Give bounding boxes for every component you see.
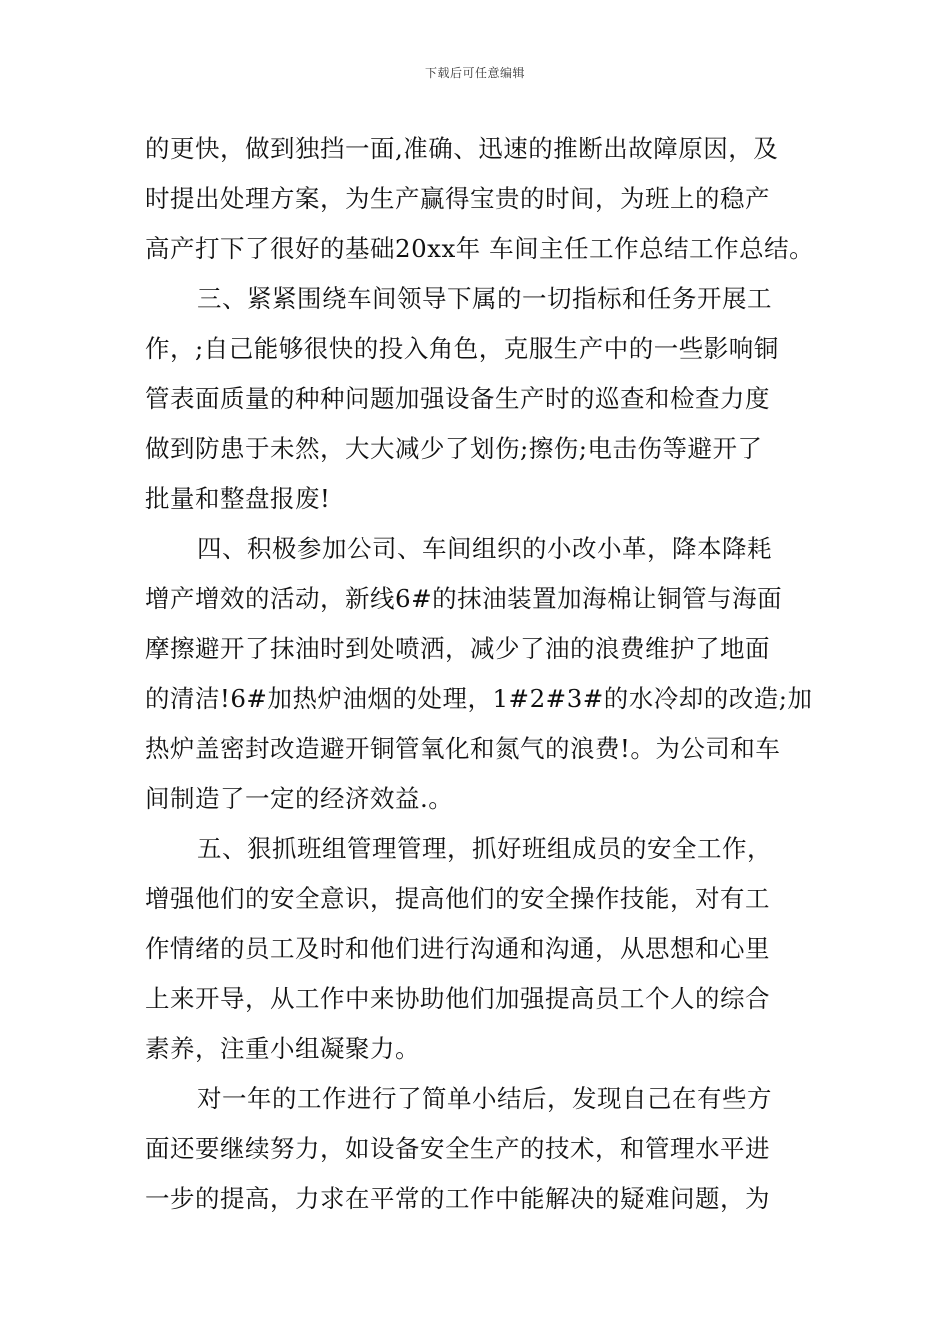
document-body (145, 124, 815, 1224)
text-line: 上来开导，从工作中来协助他们加强提高员工个人的综合 (145, 984, 770, 1013)
text-line: 做到防患于未然，大大减少了划伤;擦伤;电击伤等避开了 (145, 434, 763, 463)
text-line: 对一年的工作进行了简单小结后，发现自己在有些方 (197, 1084, 772, 1113)
text-line: 热炉盖密封改造避开铜管氧化和氮气的浪费!。为公司和车 (145, 734, 781, 763)
text-line: 面还要继续努力，如设备安全生产的技术，和管理水平进 (145, 1134, 770, 1163)
text-line: 一步的提高，力求在平常的工作中能解决的疑难问题，为 (145, 1184, 770, 1213)
text-line: 时提出处理方案，为生产赢得宝贵的时间，为班上的稳产 (145, 184, 770, 213)
text-line: 五、狠抓班组管理管理，抓好班组成员的安全工作， (197, 834, 772, 863)
text-line: 的清洁!6#加热炉油烟的处理，1#2#3#的水冷却的改造;加 (145, 684, 813, 713)
page-header: 下载后可任意编辑 (424, 66, 525, 80)
text-line: 作，;自己能够很快的投入角色，克服生产中的一些影响铜 (145, 334, 779, 363)
text-line: 四、积极参加公司、车间组织的小改小革，降本降耗 (197, 534, 772, 563)
text-line: 的更快，做到独挡一面,准确、迅速的推断出故障原因，及 (145, 134, 779, 163)
text-line: 管表面质量的种种问题加强设备生产时的巡查和检查力度 (145, 384, 770, 413)
text-line: 间制造了一定的经济效益.。 (145, 784, 454, 813)
text-line: 三、紧紧围绕车间领导下属的一切指标和任务开展工 (197, 284, 772, 313)
text-line: 增强他们的安全意识，提高他们的安全操作技能，对有工 (145, 884, 770, 913)
text-line: 素养，注重小组凝聚力。 (145, 1034, 420, 1063)
text-line: 批量和整盘报废! (145, 484, 331, 513)
text-line: 作情绪的员工及时和他们进行沟通和沟通，从思想和心里 (145, 934, 770, 963)
text-line: 增产增效的活动，新线6#的抹油装置加海棉让铜管与海面 (145, 584, 783, 613)
text-line: 高产打下了很好的基础20xx年 车间主任工作总结工作总结。 (145, 234, 815, 263)
text-line: 摩擦避开了抹油时到处喷洒，减少了油的浪费维护了地面 (145, 634, 770, 663)
